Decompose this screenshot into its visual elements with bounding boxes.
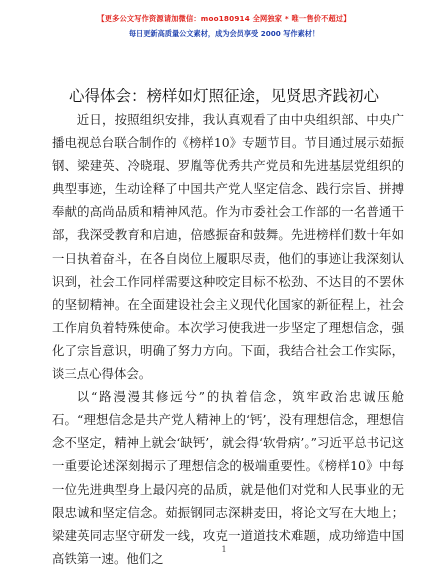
body-paragraph: 以“路漫漫其修远兮”的执着信念，筑牢政治忠诚压舱石。“理想信念是共产党人精神上的‘钙’，没有理想信念，理想信念不坚定，精神上就会‘缺钙’，就会得‘软骨病’。”习近平总书记这一重要论述深刻揭示了理想信念的极端重要性。《榜样10》中每一位先进典型身上最闪亮的品质，就是他们对党和人民事业的无限忠诚和坚定信念。茹振钢同志深耕麦田，将论文写在大地上；梁建英同志坚守研发一线，攻克一道道技术难题，成功缔造中国高铁第一速。他们之 [52, 389, 404, 566]
body-paragraph: 近日，按照组织安排，我认真观看了由中央组织部、中央广播电视总台联合制作的《榜样10》专题节目。节目通过展示茹振钢、梁建英、冷晓琨、罗胤等优秀共产党员和先进基层党组织的典型事迹，生动诠释了中国共产党人坚定信念、践行宗旨、拼搏奉献的高尚品质和精神风范。作为市委社会工作部的一名普通干部，我深受教育和启迪，倍感振奋和鼓舞。先进榜样们数十年如一日执着奋斗，在各自岗位上履职尽责，他们的事迹让我深刻认识到，社会工作同样需要这种咬定目标不松劲、不达目的不罢休的坚韧精神。在全面建设社会主义现代化国家的新征程上，社会工作肩负着特殊使命。本次学习使我进一步坚定了理想信念，强化了宗旨意识，明确了努力方向。下面，我结合社会工作实际，谈三点心得体会。 [52, 112, 404, 382]
document-title: 心得体会：榜样如灯照征途，见贤思齐践初心 [68, 87, 379, 105]
promo-banner [0, 14, 448, 39]
document-body [52, 108, 404, 570]
promo-banner-line-2: 每日更新高质量公文素材，成为会员享受 2000 写作素材！ [128, 29, 320, 38]
page-number: 1 [221, 545, 227, 554]
promo-banner-line-1: 【更多公文写作资源请加微信：moo180914 全网独家 * 唯一售价不超过】 [97, 14, 351, 23]
